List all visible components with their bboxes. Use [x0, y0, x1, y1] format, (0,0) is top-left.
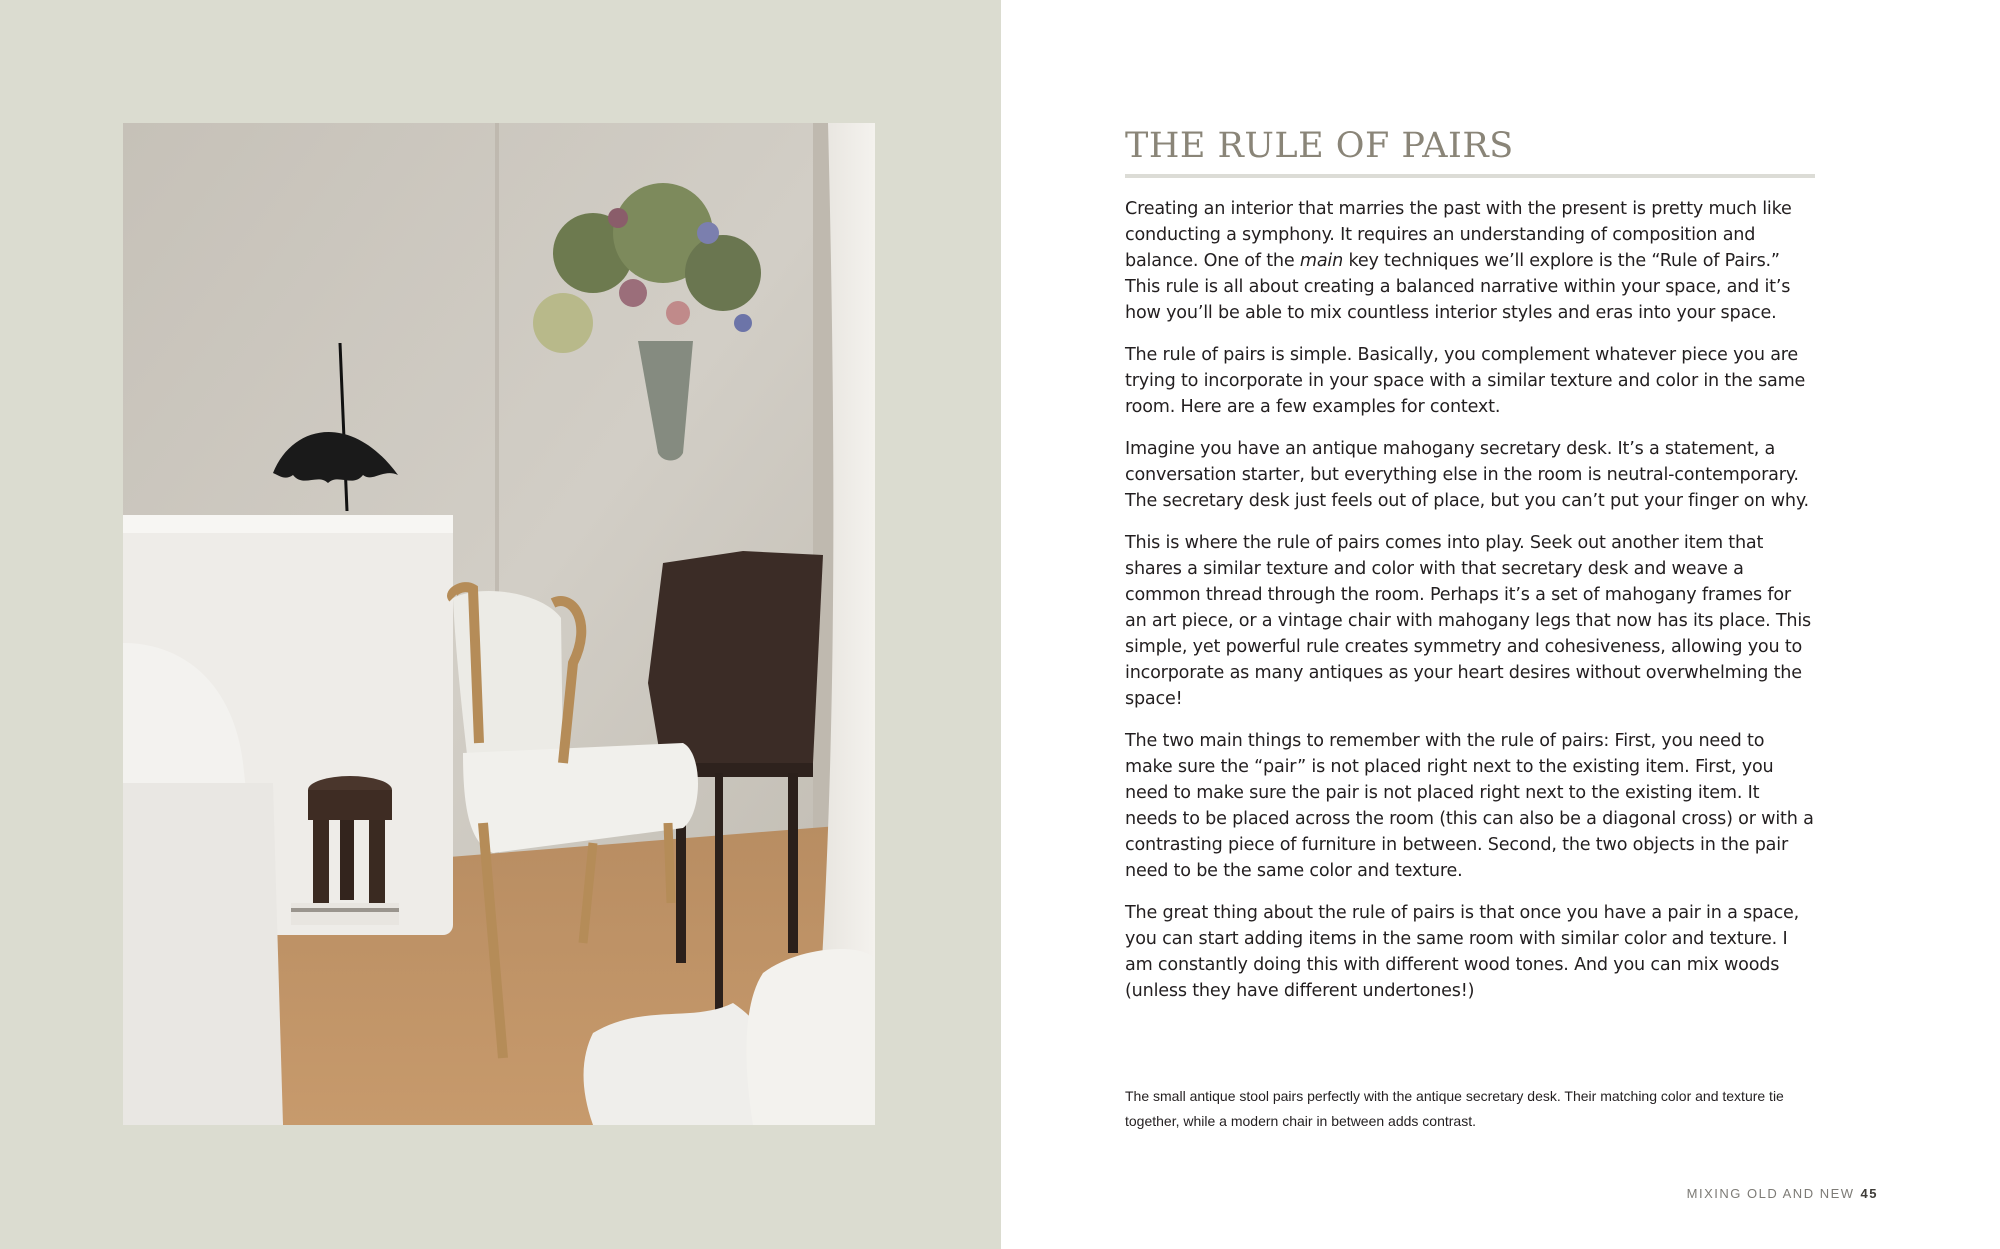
paragraph-3: Imagine you have an antique mahogany secretary desk. It’s a statement, a conversation starter, but everything else in the room is neutral-contemporary. The secretary desk just feels out of place, but you can’t put your finger on why.: [1125, 439, 1809, 511]
paragraph-1-emphasis: main: [1299, 251, 1344, 271]
paragraph-1-part-b: key techniques we’ll explore is the “Rule of Pairs.” This rule is all about creating a balanced narrative within your space, and it’s how you’ll be able to mix countless interior styles and eras into your space.: [1125, 251, 1791, 323]
body-text: [1125, 196, 1815, 1020]
paragraph-5: The two main things to remember with the rule of pairs: First, you need to make sure the “pair” is not placed right next to the existing item. First, you need to make sure the pair is not placed right next to the existing item. It needs to be placed across the room (this can also be a diagonal cross) or with a contrasting piece of furniture in between. Second, the two objects in the pair need to be the same color and texture.: [1125, 731, 1814, 881]
paragraph-1-part-a: Creating an interior that marries the past with the present is pretty much like conducting a symphony. It requires an understanding of composition and balance. One of the: [1125, 199, 1792, 271]
bedroom-photo: [123, 123, 875, 1125]
paragraph-6: The great thing about the rule of pairs is that once you have a pair in a space, you can start adding items in the same room with similar color and texture. I am constantly doing this with different wood tones. And you can mix woods (unless they have different undertones!): [1125, 903, 1800, 1001]
page-number: 45: [1860, 1186, 1878, 1201]
heading-rule: [1125, 174, 1815, 178]
folio: [1687, 1186, 1878, 1201]
folio-section: MIXING OLD AND NEW: [1686, 1186, 1855, 1201]
paragraph-4: This is where the rule of pairs comes into play. Seek out another item that shares a similar texture and color with that secretary desk and weave a common thread through the room. Perhaps it’s a set of mahogany frames for an art piece, or a vintage chair with mahogany legs that now has its place. This simple, yet powerful rule creates symmetry and cohesiveness, allowing you to incorporate as many antiques as your heart desires without overwhelming the space!: [1125, 533, 1812, 709]
paragraph-1: [1125, 196, 1815, 326]
bedroom-illustration: [123, 123, 875, 1125]
photo-caption: The small antique stool pairs perfectly with the antique secretary desk. Their matching color and texture tie together, while a modern chair in between adds contrast.: [1125, 1088, 1784, 1129]
paragraph-2: The rule of pairs is simple. Basically, you complement whatever piece you are trying to incorporate in your space with a similar texture and color in the same room. Here are a few examples for context.: [1125, 345, 1806, 417]
section-heading: THE RULE OF PAIRS: [1125, 126, 1514, 166]
